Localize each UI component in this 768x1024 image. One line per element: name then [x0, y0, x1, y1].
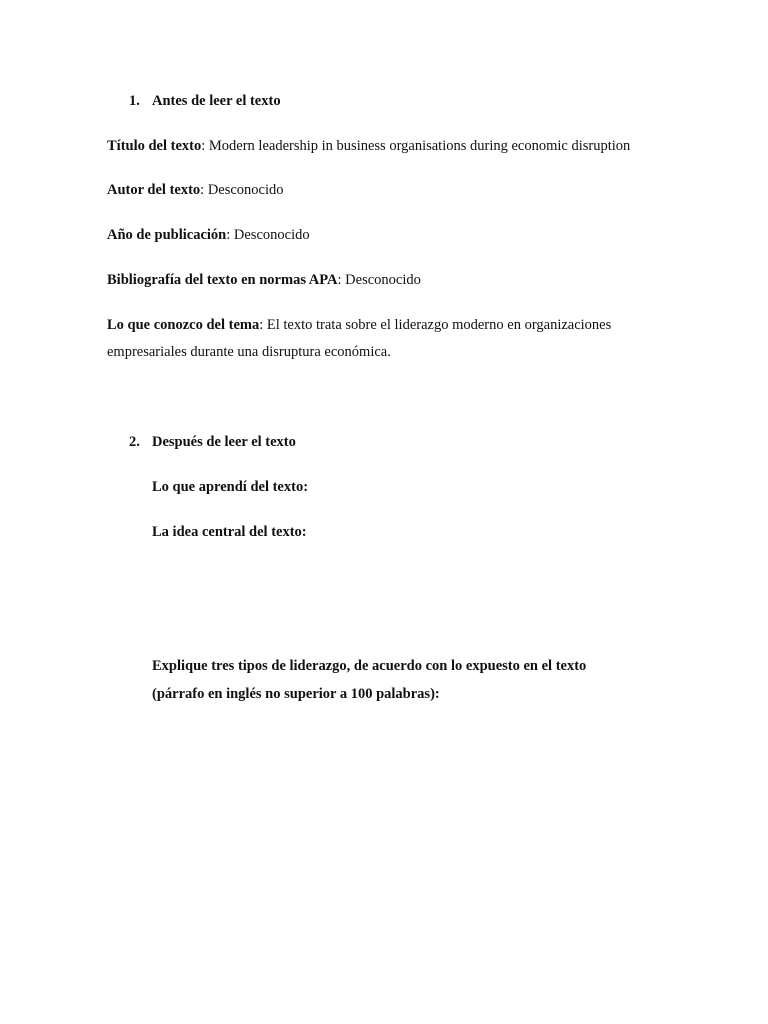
central-idea-label: La idea central del texto: — [152, 524, 307, 540]
field-author-label: Autor del texto — [107, 182, 201, 198]
field-bibliography-label: Bibliografía del texto en normas APA — [107, 272, 338, 288]
field-year-label: Año de publicación — [107, 227, 227, 243]
field-bibliography — [107, 271, 421, 289]
field-bibliography-value: : Desconocido — [337, 272, 421, 288]
section-2-heading: Después de leer el texto — [152, 434, 296, 450]
field-known-topic — [107, 316, 611, 334]
field-known-value-line2: empresariales durante una disruptura económica. — [107, 344, 391, 360]
section-1-heading: Antes de leer el texto — [152, 93, 281, 109]
field-title-label: Título del texto — [107, 138, 202, 154]
learned-label: Lo que aprendí del texto: — [152, 479, 309, 495]
field-title — [107, 137, 630, 155]
section-2-number: 2. — [129, 434, 140, 450]
section-1-number: 1. — [129, 93, 140, 109]
field-title-value: : Modern leadership in business organisations during economic disruption — [201, 138, 631, 154]
field-author-value: : Desconocido — [200, 182, 284, 198]
field-year — [107, 226, 310, 244]
field-author — [107, 181, 284, 199]
field-known-value-line1: : El texto trata sobre el liderazgo moderno en organizaciones — [259, 317, 612, 333]
field-known-label: Lo que conozco del tema — [107, 317, 260, 333]
explain-prompt-line1: Explique tres tipos de liderazgo, de acuerdo con lo expuesto en el texto — [152, 658, 587, 674]
field-year-value: : Desconocido — [226, 227, 310, 243]
explain-prompt-line2: (párrafo en inglés no superior a 100 palabras): — [152, 686, 440, 702]
